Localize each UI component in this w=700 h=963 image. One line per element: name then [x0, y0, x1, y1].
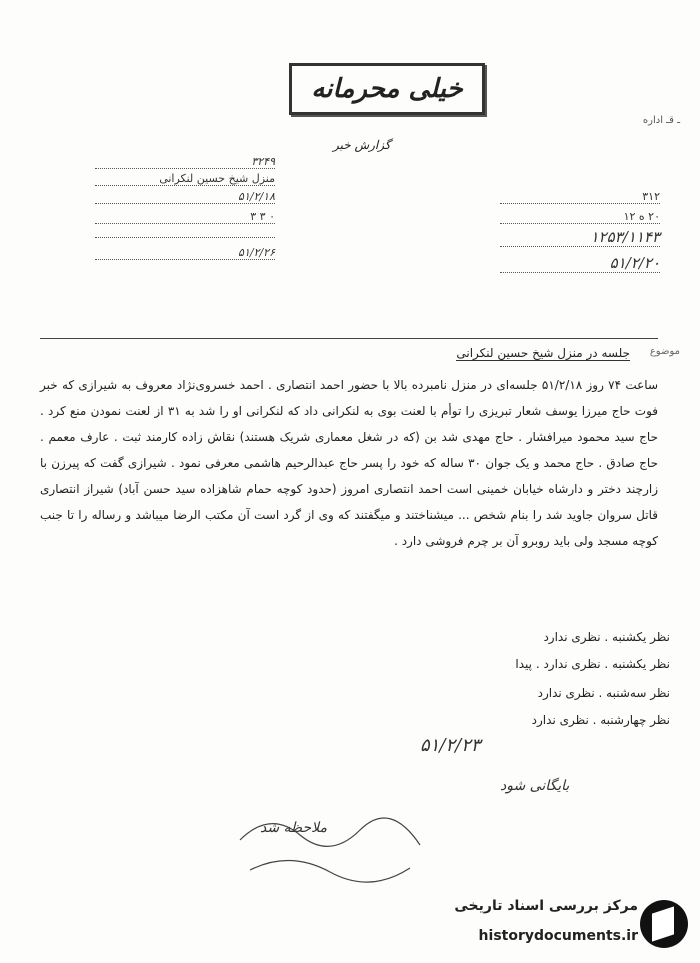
right-field-row6: [430, 254, 660, 273]
left-subject-value: منزل شیخ حسین لنکرانی: [95, 172, 275, 186]
handwritten-scribbles: [230, 800, 430, 900]
left-date1-value: ۵۱/۲/۱۸: [95, 190, 275, 204]
report-subtitle: گزارش خبر: [333, 138, 391, 152]
side-label: موضوع: [649, 346, 680, 357]
right-field-row4: [430, 210, 660, 224]
archive-logo-icon: [640, 900, 688, 948]
divider-line: [40, 338, 658, 339]
handwritten-date: ۵۱/۲/۲۳: [420, 735, 481, 756]
handwritten-note-2: بایگانی شود: [500, 778, 570, 794]
left-field-number: [45, 155, 275, 169]
left-field-date1: [45, 190, 275, 204]
handwritten-note-3: ملاحظه شد: [260, 820, 328, 836]
right-field-row5: [430, 228, 660, 247]
corner-label: ـ قـ اداره: [642, 115, 680, 126]
classification-stamp: خیلی محرمانه: [289, 63, 485, 115]
section-title: جلسه در منزل شیخ حسین لنکرانی: [456, 346, 630, 360]
note-3: نظر سه‌شنبه . نظری ندارد: [537, 686, 670, 700]
left-field-row5: [45, 228, 275, 241]
section-title-row: [70, 346, 680, 360]
right-row3-value: ۳۱۲: [500, 190, 660, 204]
left-date2-value: ۵۱/۲/۲۶: [95, 246, 275, 260]
left-field-row4: [45, 210, 275, 224]
note-4: نظر چهارشنبه . نظری ندارد: [531, 713, 670, 727]
right-row4-value: ۲۰ ه ۱۲: [500, 210, 660, 224]
report-body: ساعت ۷۴ روز ۵۱/۲/۱۸ جلسه‌ای در منزل نامبرده بالا با حضور احمد انتصاری . احمد خسروی‌نژاد معروف به شیرازی که خبر فوت حاج میرزا یوسف شعار تبریزی را توأم با لعنت بوی به لنکرانی داد که لنکرانی او را شد به ۳۱ از لعنت نمودن منع کرد . حاج سید محمود میرافشار . حاج مهدی شد بن (که در شغل معماری شریک هستند) نقاش زاده کارمند ثبت . عارف معمم . حاج صادق . حاج محمد و یک جوان ۳۰ ساله که خود را پسر حاج عبدالرحیم هاشمی معرفی نمود . شیرازی گفت که پیرزن با زارچند دختر و دارشاه خیابان خمینی است احمد انتصاری امروز (حدود کوچه حمام شاهزاده سید حسن آباد) شیراز انتصاری قاتل سروان جاوید شد را بنام شخص ... میشناختند و میگفتند که وی از گرد است آن مکتب الرضا میباشد و رساله را تا جنب کوچه مسجد ولی باید روبرو آن بر چرم فروشی دارد .: [40, 378, 658, 548]
right-field-row3: [430, 190, 660, 204]
archive-logo-url: historydocuments.ir: [478, 928, 638, 944]
left-field-date2: [45, 246, 275, 260]
right-row5-value: ۱۲۵۳/۱۱۴۳: [500, 228, 660, 247]
left-field-subject: [45, 172, 275, 186]
archive-logo-title: مرکز بررسی اسناد تاریخی: [454, 898, 638, 914]
right-row6-value: ۵۱/۲/۲۰: [500, 254, 660, 273]
note-2: نظر یکشنبه . نظری ندارد . پیدا: [515, 657, 670, 671]
left-number-value: ۳۲۴۹: [95, 155, 275, 169]
left-row5-value: [95, 237, 275, 238]
left-row4-value: ۰ ۳ ۳: [95, 210, 275, 224]
note-1: نظر یکشنبه . نظری ندارد: [543, 630, 670, 644]
